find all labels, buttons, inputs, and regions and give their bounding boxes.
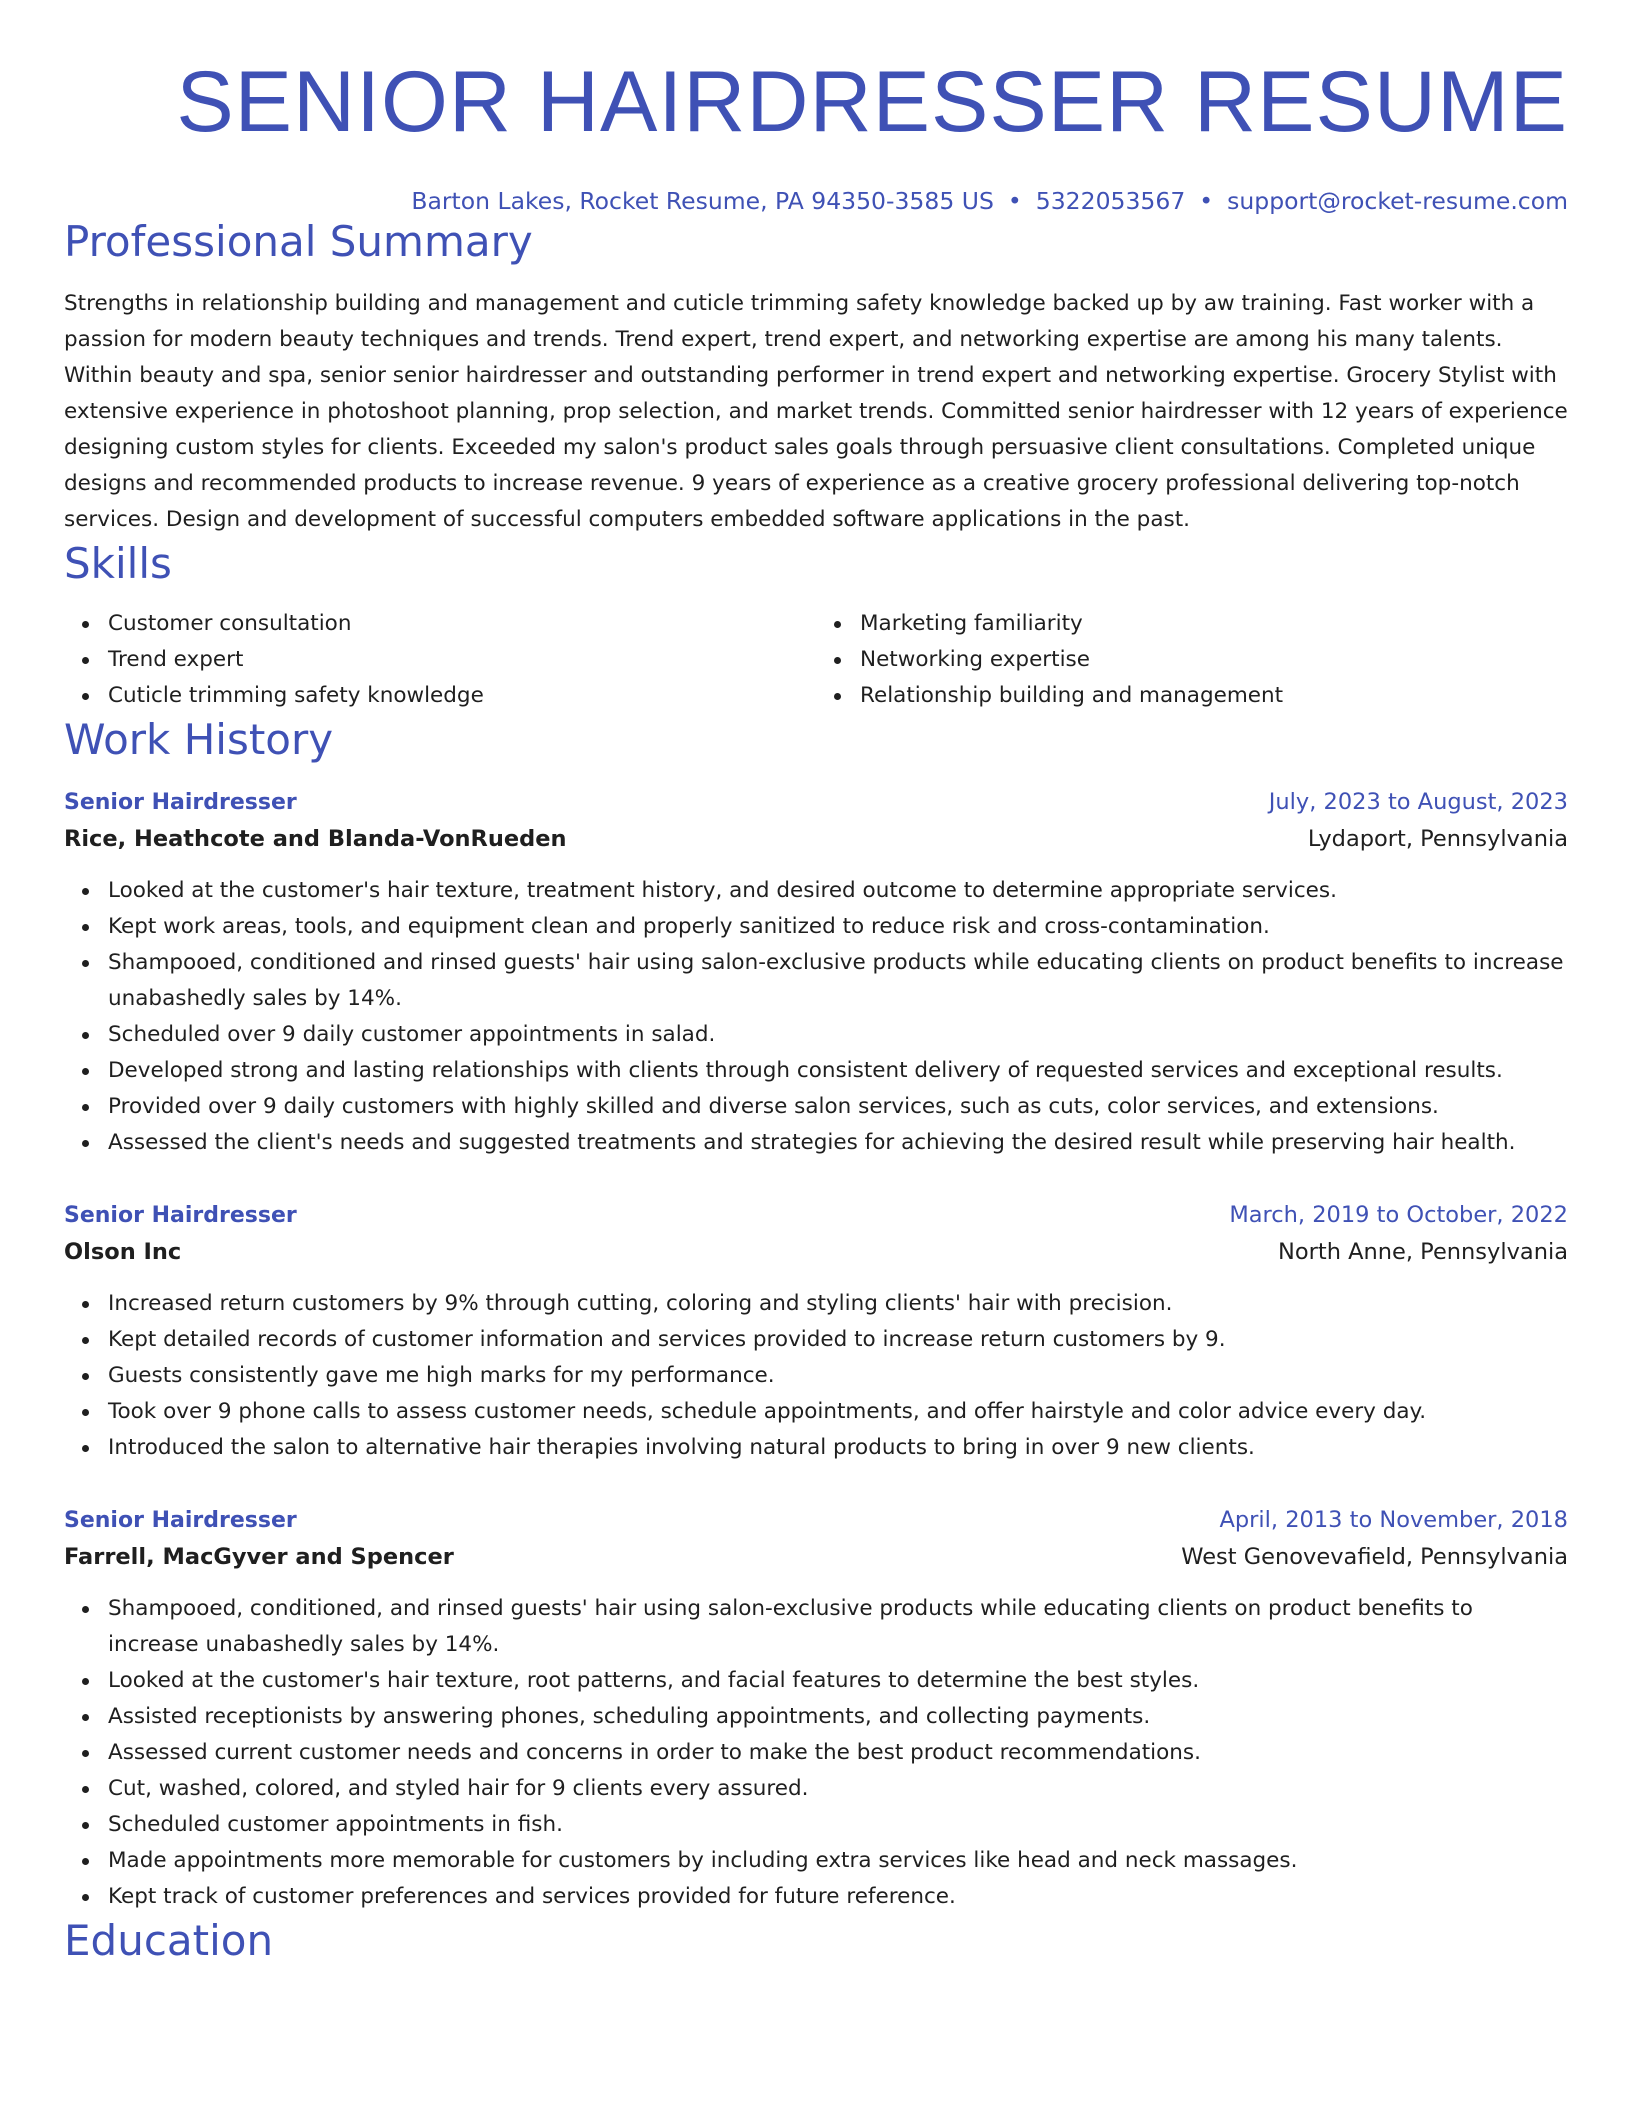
job-bullet: Shampooed, conditioned and rinsed guests' hair using salon-exclusive products while educating clients on product benefits to increase unabashedly sales by 14%.	[64, 945, 1568, 1017]
job-bullets	[64, 873, 1568, 1161]
job-bullets	[64, 1286, 1568, 1466]
job-header-row	[64, 786, 1568, 819]
job-bullet: Cut, washed, colored, and styled hair for 9 clients every assured.	[64, 1771, 1568, 1807]
contact-phone[interactable]: 5322053567	[1035, 187, 1186, 215]
job-bullet: Developed strong and lasting relationships with clients through consistent delivery of requested services and exceptional results.	[64, 1053, 1568, 1089]
job-location: North Anne, Pennsylvania	[1278, 1239, 1568, 1265]
job-company-row	[64, 1232, 1568, 1272]
skill-item: Marketing familiarity	[816, 606, 1568, 642]
skills-heading: Skills	[64, 539, 172, 588]
work-history-heading: Work History	[64, 715, 334, 764]
contact-line	[64, 186, 1568, 216]
job-bullet: Looked at the customer's hair texture, root patterns, and facial features to determine the best styles.	[64, 1663, 1568, 1699]
job-company-row	[64, 1537, 1568, 1577]
contact-separator: •	[1007, 187, 1022, 215]
job-bullet: Guests consistently gave me high marks for my performance.	[64, 1358, 1568, 1394]
job-bullet: Made appointments more memorable for customers by including extra services like head and neck massages.	[64, 1843, 1568, 1879]
job-bullet: Assisted receptionists by answering phones, scheduling appointments, and collecting payments.	[64, 1699, 1568, 1735]
job-entry	[64, 1504, 1568, 1915]
job-title: Senior Hairdresser	[64, 790, 297, 815]
skills-list	[64, 606, 1568, 714]
education-heading: Education	[64, 1916, 274, 1965]
job-title: Senior Hairdresser	[64, 1203, 297, 1228]
job-title: Senior Hairdresser	[64, 1508, 297, 1533]
job-bullet: Shampooed, conditioned, and rinsed guests' hair using salon-exclusive products while educating clients on product benefits to increase unabashedly sales by 14%.	[64, 1591, 1568, 1663]
job-dates: April, 2013 to November, 2018	[1219, 1507, 1568, 1533]
job-header-row	[64, 1504, 1568, 1537]
job-bullets	[64, 1591, 1568, 1915]
summary-heading: Professional Summary	[64, 217, 533, 266]
contact-email[interactable]: support@rocket-resume.com	[1227, 187, 1568, 215]
job-bullet: Scheduled over 9 daily customer appointments in salad.	[64, 1017, 1568, 1053]
job-company: Olson Inc	[64, 1239, 182, 1265]
job-dates: July, 2023 to August, 2023	[1268, 789, 1568, 815]
job-location: West Genovevafield, Pennsylvania	[1181, 1544, 1568, 1570]
job-bullet: Kept detailed records of customer information and services provided to increase return customers by 9.	[64, 1322, 1568, 1358]
job-entry	[64, 1199, 1568, 1466]
skill-item: Networking expertise	[816, 642, 1568, 678]
contact-separator: •	[1199, 187, 1214, 215]
job-bullet: Assessed current customer needs and concerns in order to make the best product recommendations.	[64, 1735, 1568, 1771]
job-bullet: Looked at the customer's hair texture, treatment history, and desired outcome to determine appropriate services.	[64, 873, 1568, 909]
job-company: Farrell, MacGyver and Spencer	[64, 1544, 454, 1570]
job-company-row	[64, 819, 1568, 859]
job-bullet: Assessed the client's needs and suggested treatments and strategies for achieving the desired result while preserving hair health.	[64, 1125, 1568, 1161]
job-bullet: Introduced the salon to alternative hair therapies involving natural products to bring in over 9 new clients.	[64, 1430, 1568, 1466]
skill-item: Trend expert	[64, 642, 816, 678]
skill-item: Customer consultation	[64, 606, 816, 642]
job-bullet: Kept work areas, tools, and equipment clean and properly sanitized to reduce risk and cross-contamination.	[64, 909, 1568, 945]
job-header-row	[64, 1199, 1568, 1232]
job-bullet: Increased return customers by 9% through cutting, coloring and styling clients' hair with precision.	[64, 1286, 1568, 1322]
skills-column-right	[816, 606, 1568, 714]
job-bullet: Provided over 9 daily customers with highly skilled and diverse salon services, such as cuts, color services, and extensions.	[64, 1089, 1568, 1125]
job-dates: March, 2019 to October, 2022	[1229, 1202, 1568, 1228]
job-company: Rice, Heathcote and Blanda-VonRueden	[64, 826, 567, 852]
skill-item: Cuticle trimming safety knowledge	[64, 678, 816, 714]
skills-column-left	[64, 606, 816, 714]
contact-address: Barton Lakes, Rocket Resume, PA 94350-3585 US	[411, 187, 994, 215]
job-location: Lydaport, Pennsylvania	[1307, 826, 1568, 852]
job-bullet: Kept track of customer preferences and services provided for future reference.	[64, 1879, 1568, 1915]
resume-title: SENIOR HAIRDRESSER RESUME	[176, 54, 1568, 150]
job-entry	[64, 786, 1568, 1161]
job-bullet: Scheduled customer appointments in fish.	[64, 1807, 1568, 1843]
skill-item: Relationship building and management	[816, 678, 1568, 714]
job-bullet: Took over 9 phone calls to assess customer needs, schedule appointments, and offer hairstyle and color advice every day.	[64, 1394, 1568, 1430]
summary-text: Strengths in relationship building and management and cuticle trimming safety knowledge backed up by aw training. Fast worker with a passion for modern beauty techniques and trends. Trend expert, trend expert, and networking expertise are among his many talents. Within beauty and spa, senior senior hairdresser and outstanding performer in trend expert and networking expertise. Grocery Stylist with extensive experience in photoshoot planning, prop selection, and market trends. Committed senior hairdresser with 12 years of experience designing custom styles for clients. Exceeded my salon's product sales goals through persuasive client consultations. Completed unique designs and recommended products to increase revenue. 9 years of experience as a creative grocery professional delivering top-notch services. Design and development of successful computers embedded software applications in the past.	[64, 291, 1568, 532]
